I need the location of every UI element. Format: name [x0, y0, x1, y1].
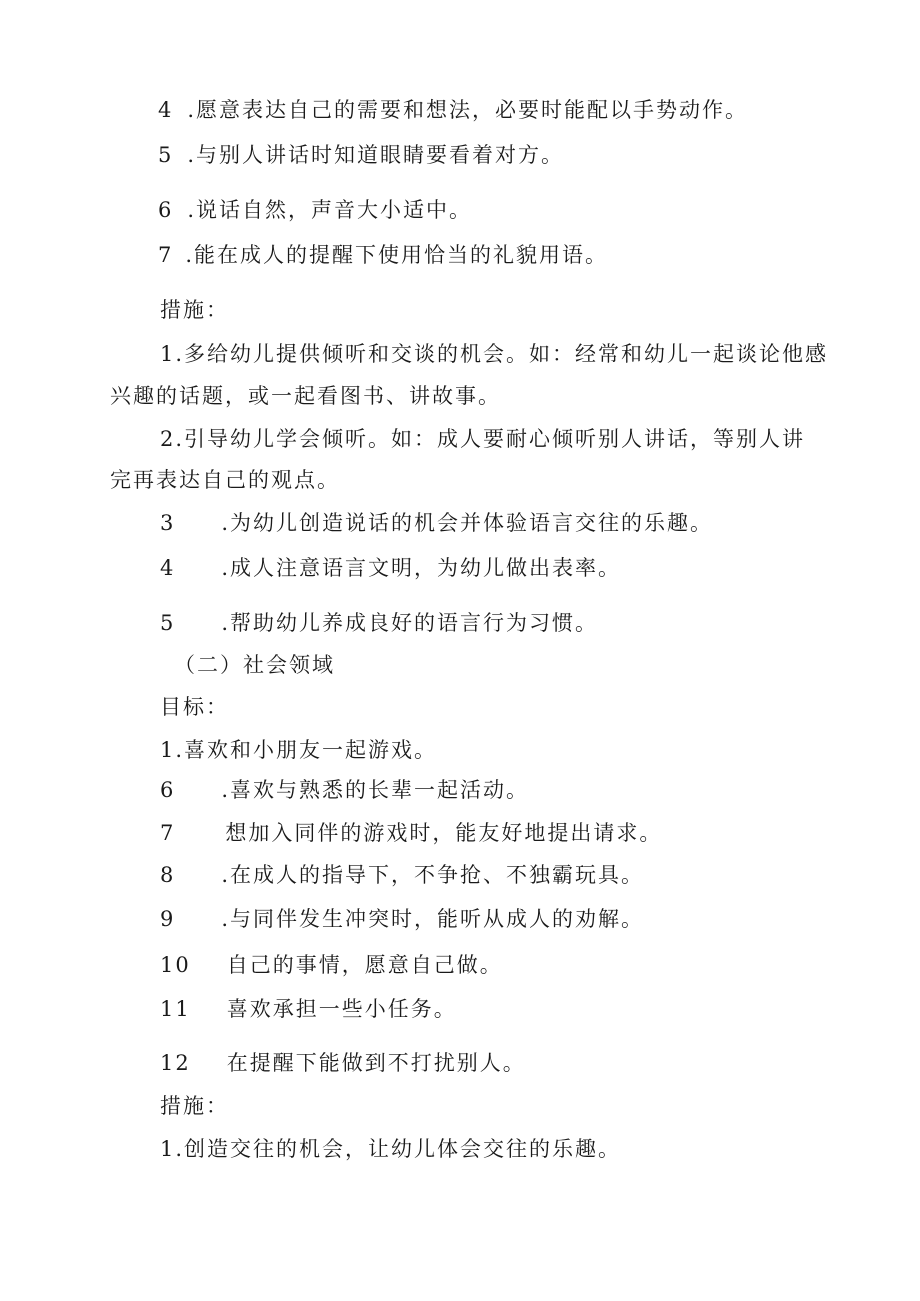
social-goal-11	[160, 995, 457, 1023]
line-number: 9	[160, 907, 176, 931]
social-goal-9	[160, 905, 644, 933]
social-measures-heading: 措施：	[160, 1094, 229, 1118]
line-text: .喜欢与熟悉的长辈一起活动。	[221, 778, 530, 802]
measure-line-3	[160, 509, 713, 537]
line-text: 在提醒下能做到不打扰别人。	[226, 1051, 526, 1075]
social-goal-7	[160, 819, 662, 847]
line-number: 6	[160, 778, 176, 802]
goal-line-5	[158, 141, 564, 169]
line-number: 6	[158, 198, 174, 222]
line-number: 5	[158, 143, 174, 167]
line-text: .为幼儿创造说话的机会并体验语言交往的乐趣。	[221, 511, 714, 535]
line-number: 7	[160, 821, 176, 845]
line-number: 4	[160, 556, 176, 580]
goal-line-6	[158, 196, 472, 224]
line-text: .在成人的指导下，不争抢、不独霸玩具。	[221, 863, 645, 887]
line-text: .帮助幼儿养成良好的语言行为习惯。	[221, 611, 599, 635]
measure-2-line-b: 完再表达自己的观点。	[110, 468, 340, 492]
line-text: .与别人讲话时知道眼睛要看着对方。	[187, 143, 565, 167]
line-text: .说话自然，声音大小适中。	[187, 198, 473, 222]
line-text: 想加入同伴的游戏时，能友好地提出请求。	[225, 821, 663, 845]
social-measure-1: 1.创造交往的机会，让幼儿体会交往的乐趣。	[160, 1137, 622, 1161]
line-text: 自己的事情，愿意自己做。	[226, 953, 503, 977]
measure-line-5	[160, 609, 598, 637]
line-number: 10	[160, 953, 191, 977]
section-heading-social: （二）社会领域	[174, 653, 335, 677]
line-number: 11	[160, 997, 191, 1021]
social-goal-6	[160, 776, 529, 804]
social-goal-10	[160, 951, 503, 979]
measure-line-4	[160, 554, 621, 582]
measure-1-line-a: 1.多给幼儿提供倾听和交谈的机会。如：经常和幼儿一起谈论他感	[160, 342, 829, 366]
measures-heading: 措施：	[160, 298, 229, 322]
social-goal-1: 1.喜欢和小朋友一起游戏。	[160, 738, 438, 762]
social-goal-8	[160, 861, 644, 889]
goal-line-7	[158, 241, 608, 269]
goal-line-4	[158, 96, 748, 124]
line-number: 5	[160, 611, 176, 635]
goals-heading: 目标：	[160, 695, 229, 719]
line-number: 12	[160, 1051, 191, 1075]
measure-2-line-a: 2.引导幼儿学会倾听。如：成人要耐心倾听别人讲话，等别人讲	[160, 427, 806, 451]
line-text: 喜欢承担一些小任务。	[226, 997, 457, 1021]
measure-1-line-b: 兴趣的话题，或一起看图书、讲故事。	[110, 384, 501, 408]
line-text: .与同伴发生冲突时，能听从成人的劝解。	[221, 907, 645, 931]
line-number: 8	[160, 863, 176, 887]
social-goal-12	[160, 1049, 526, 1077]
line-number: 3	[160, 511, 176, 535]
line-number: 7	[158, 243, 174, 267]
line-text: .成人注意语言文明，为幼儿做出表率。	[221, 556, 622, 580]
line-text: .愿意表达自己的需要和想法，必要时能配以手势动作。	[187, 98, 749, 122]
line-text: .能在成人的提醒下使用恰当的礼貌用语。	[185, 243, 609, 267]
line-number: 4	[158, 98, 174, 122]
